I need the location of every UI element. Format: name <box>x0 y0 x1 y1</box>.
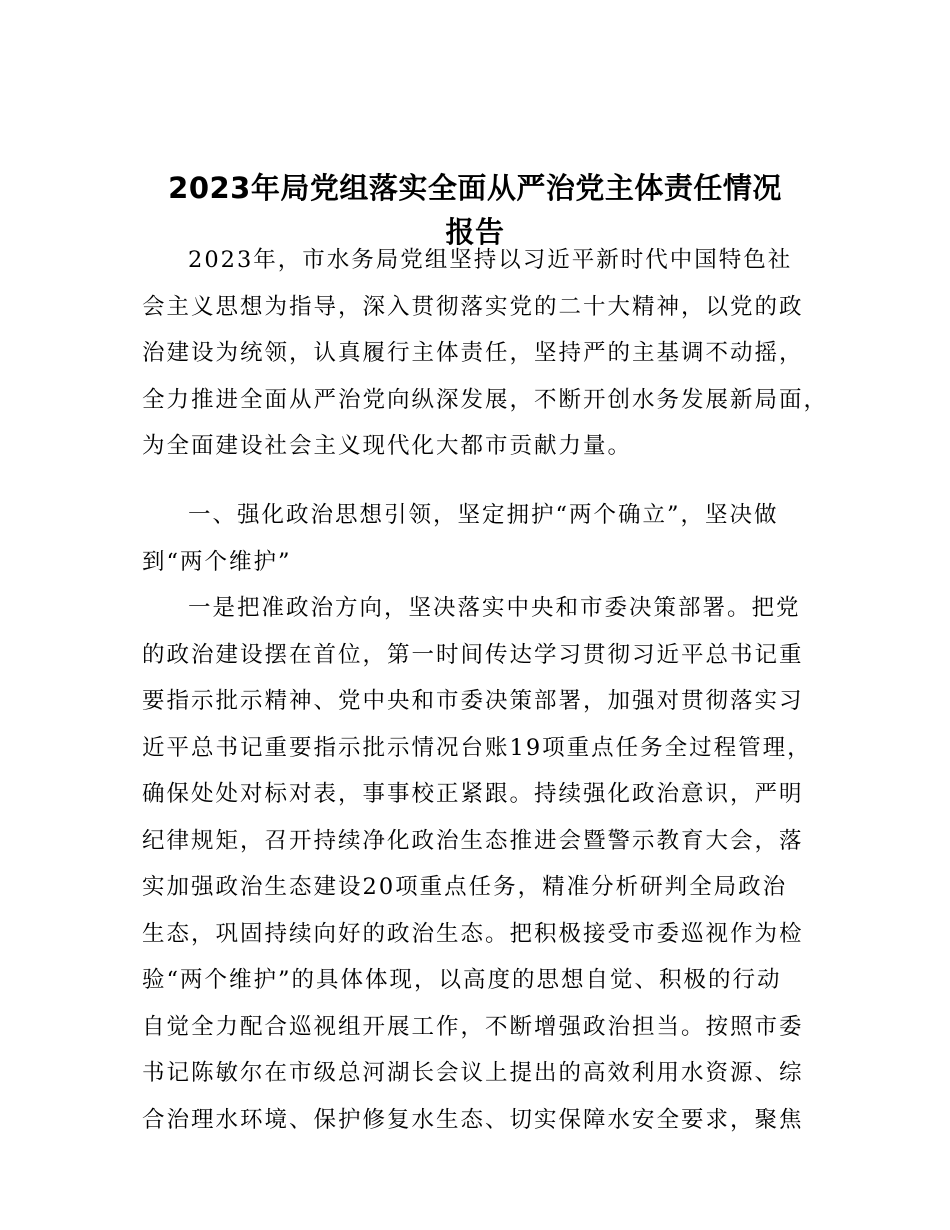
text-line: 的政治建设摆在首位，第一时间传达学习贯彻习近平总书记重 <box>142 641 804 668</box>
section-heading-1 <box>142 492 830 585</box>
text-line: 全力推进全面从严治党向纵深发展，不断开创水务发展新局面， <box>142 386 829 413</box>
text-line: 一是把准政治方向，坚决落实中央和市委决策部署。把党 <box>188 595 801 621</box>
text-line: 书记陈敏尔在市级总河湖长会议上提出的高效利用水资源、综 <box>142 1060 804 1086</box>
text-line: 会主义思想为指导，深入贯彻落实党的二十大精神，以党的政 <box>142 293 804 320</box>
text-line: 确保处处对标对表，事事校正紧跟。持续强化政治意识，严明 <box>142 781 804 807</box>
text-line: 合治理水环境、保护修复水生态、切实保障水安全要求，聚焦 <box>142 1106 804 1133</box>
intro-paragraph <box>142 237 830 470</box>
text-line: 一、强化政治思想引领，坚定拥护“两个确立”，坚决做 <box>188 502 779 528</box>
text-line: 实加强政治生态建设20项重点任务，精准分析研判全局政治 <box>142 874 788 900</box>
text-line: 生态，巩固持续向好的政治生态。把积极接受市委巡视作为检 <box>142 920 804 947</box>
body-paragraph-1 <box>142 585 830 1143</box>
text-line: 要指示批示精神、党中央和市委决策部署，加强对贯彻落实习 <box>142 688 804 714</box>
text-line: 治建设为统领，认真履行主体责任，坚持严的主基调不动摇， <box>142 340 804 366</box>
text-line: 纪律规矩，召开持续净化政治生态推进会暨警示教育大会，落 <box>142 827 804 854</box>
text-line: 近平总书记重要指示批示情况台账19项重点任务全过程管理， <box>142 734 812 761</box>
text-line: 2023年，市水务局党组坚持以习近平新时代中国特色社 <box>188 247 793 273</box>
text-line: 自觉全力配合巡视组开展工作，不断增强政治担当。按照市委 <box>142 1013 804 1040</box>
text-line: 为全面建设社会主义现代化大都市贡献力量。 <box>142 433 633 459</box>
text-line: 到“两个维护” <box>142 548 292 575</box>
text-line: 验“两个维护”的具体体现，以高度的思想自觉、积极的行动 <box>142 967 782 993</box>
title-line-1: 2023年局党组落实全面从严治党主体责任情况 <box>168 171 782 205</box>
title-line-2: 报告 <box>445 215 505 249</box>
